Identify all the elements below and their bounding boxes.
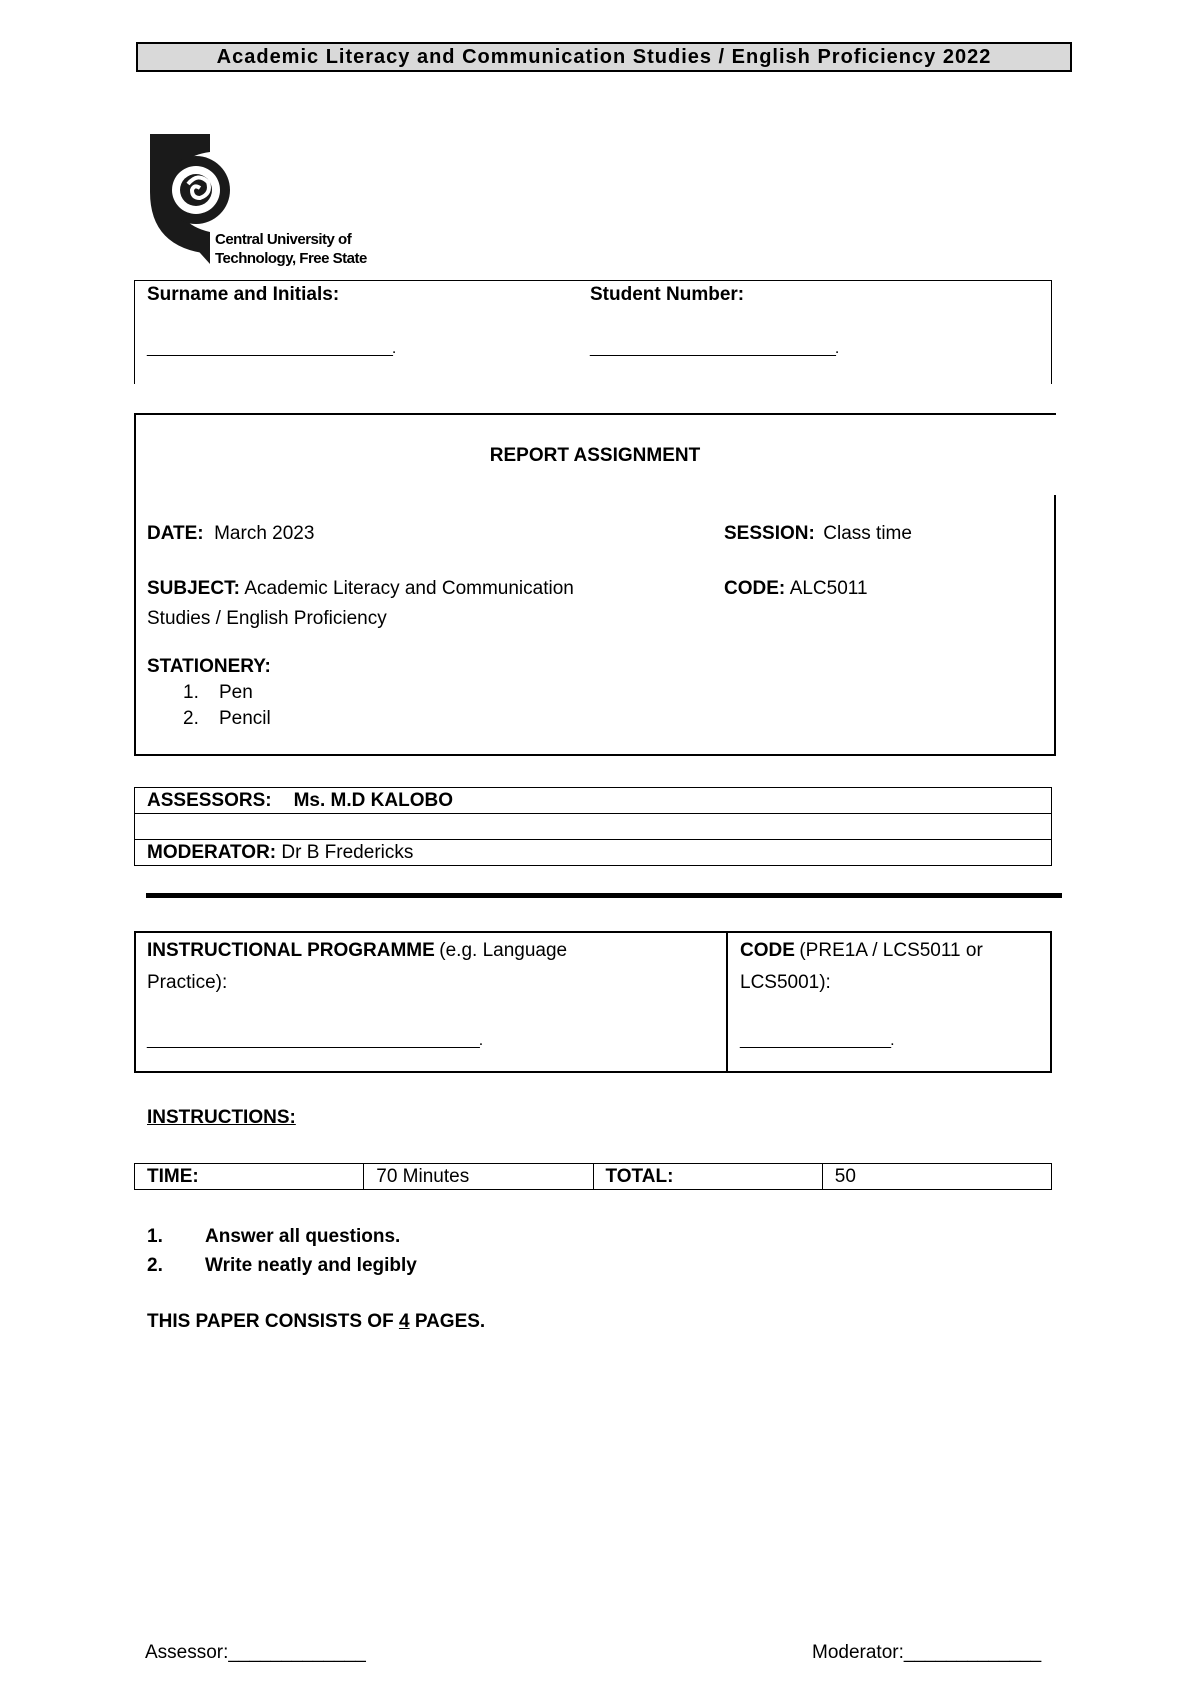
code-value: ALC5011: [789, 578, 868, 599]
stationery-label: STATIONERY:: [147, 656, 271, 677]
programme-field[interactable]: __________________________________________.: [147, 1032, 483, 1049]
moderator-cell: [135, 840, 1052, 866]
session-row: [724, 523, 912, 545]
code-label: CODE:: [724, 578, 786, 599]
page-count-value: 4: [398, 1311, 410, 1332]
subject-label: SUBJECT:: [147, 578, 240, 599]
list-item: [183, 680, 271, 706]
list-number: 2.: [183, 708, 199, 729]
surname-field[interactable]: _______________________________.: [147, 340, 396, 357]
programme-code-hint-2: LCS5001):: [740, 972, 831, 993]
list-text: Pencil: [219, 708, 271, 729]
programme-code-field[interactable]: ___________________.: [740, 1032, 894, 1049]
logo-line-2: Technology, Free State: [215, 250, 367, 267]
programme-hint-1: (e.g. Language: [439, 940, 568, 961]
report-title: REPORT ASSIGNMENT: [489, 445, 701, 466]
table-row: [135, 814, 1052, 840]
report-box-right-border: [1054, 495, 1056, 756]
programme-hint-2: Practice):: [147, 972, 228, 993]
university-logo-text: [215, 230, 367, 268]
footer-moderator: [812, 1642, 1041, 1664]
time-total-table: [134, 1163, 1052, 1190]
assessors-table: [134, 787, 1052, 866]
footer-moderator-field[interactable]: _____________: [903, 1642, 1042, 1663]
surname-label: Surname and Initials:: [147, 284, 340, 305]
page-count-prefix: THIS PAPER CONSISTS OF: [147, 1311, 399, 1332]
date-label: DATE:: [147, 523, 204, 544]
list-number: 2.: [147, 1255, 163, 1276]
section-divider: [146, 893, 1062, 898]
page-count-note: [147, 1311, 485, 1333]
assessors-cell: [135, 788, 1052, 814]
table-row: [135, 788, 1052, 814]
stationery-list: [183, 680, 271, 732]
footer-moderator-label: Moderator:: [812, 1642, 904, 1663]
instructions-list: [147, 1222, 417, 1280]
list-number: 1.: [183, 682, 199, 703]
assessors-value: Ms. M.D KALOBO: [293, 789, 453, 811]
list-text: Answer all questions.: [205, 1226, 401, 1247]
assessors-label: ASSESSORS:: [147, 789, 272, 811]
document-header-title: Academic Literacy and Communication Studies / English Proficiency 2022: [136, 42, 1072, 72]
moderator-label: MODERATOR:: [147, 841, 277, 863]
student-number-label: Student Number:: [590, 284, 745, 305]
programme-box-divider: [726, 931, 728, 1073]
total-label: TOTAL:: [593, 1164, 822, 1190]
page-count-suffix: PAGES.: [409, 1311, 486, 1332]
subject-value-line-1: Academic Literacy and Communication: [244, 578, 574, 599]
table-row: [135, 840, 1052, 866]
logo-line-1: Central University of: [215, 231, 352, 248]
time-label: TIME:: [135, 1164, 364, 1190]
moderator-value: Dr B Fredericks: [281, 841, 414, 863]
list-item: [147, 1251, 417, 1280]
code-row: [724, 574, 868, 604]
programme-code-hint-1: (PRE1A / LCS5011 or: [799, 940, 983, 961]
list-text: Pen: [219, 682, 253, 703]
programme-text: [147, 935, 717, 998]
empty-cell: [135, 814, 1052, 840]
footer-assessor: [145, 1642, 366, 1664]
student-number-field[interactable]: _______________________________.: [590, 340, 839, 357]
session-value: Class time: [823, 523, 912, 544]
programme-code-text: [740, 935, 1050, 998]
subject-row: [147, 574, 574, 633]
table-row: [135, 1164, 1052, 1190]
programme-code-label: CODE: [740, 940, 795, 961]
total-value: 50: [822, 1164, 1051, 1190]
programme-label: INSTRUCTIONAL PROGRAMME: [147, 940, 435, 961]
instructions-heading: INSTRUCTIONS:: [147, 1107, 296, 1128]
footer-assessor-label: Assessor:: [145, 1642, 229, 1663]
date-value: March 2023: [214, 523, 315, 544]
list-text: Write neatly and legibly: [205, 1255, 417, 1276]
list-item: [183, 706, 271, 732]
subject-value-line-2: Studies / English Proficiency: [147, 608, 387, 629]
time-value: 70 Minutes: [364, 1164, 593, 1190]
session-label: SESSION:: [724, 523, 815, 544]
date-row: [147, 523, 314, 545]
footer-assessor-field[interactable]: _____________: [228, 1642, 366, 1663]
list-item: [147, 1222, 417, 1251]
list-number: 1.: [147, 1226, 163, 1247]
